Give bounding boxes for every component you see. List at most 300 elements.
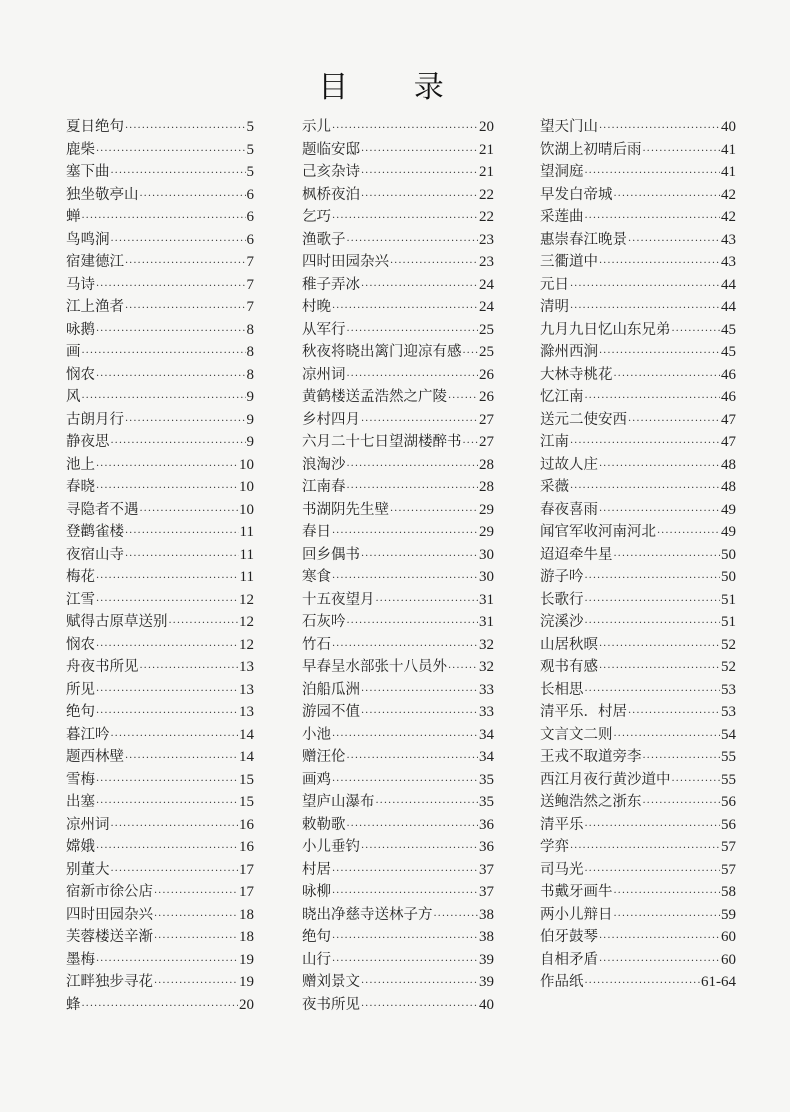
dot-leader: [154, 973, 238, 996]
entry-page-number: 29: [479, 501, 494, 518]
dot-leader: [96, 838, 238, 861]
toc-entry: [66, 386, 254, 409]
toc-entry: [66, 679, 254, 702]
entry-page-number: 8: [246, 366, 254, 383]
entry-page-number: 18: [239, 906, 254, 923]
entry-title: 蜂: [66, 996, 81, 1013]
toc-entry: [540, 926, 736, 949]
toc-entry: [66, 229, 254, 252]
toc-entry: [540, 814, 736, 837]
entry-page-number: 40: [721, 119, 736, 135]
toc-entry: [540, 881, 736, 904]
dot-leader: [347, 748, 479, 771]
toc-entry: [540, 679, 736, 702]
entry-page-number: 55: [721, 771, 736, 788]
entry-page-number: 18: [239, 929, 254, 945]
entry-title: 江南春: [302, 479, 346, 495]
toc-entry: [540, 611, 736, 634]
entry-page-number: 39: [479, 974, 494, 990]
dot-leader: [96, 951, 238, 974]
entry-title: 夏日绝句: [66, 119, 124, 135]
entry-title: 早发白帝城: [540, 186, 613, 203]
entry-title: 宿新市徐公店: [66, 884, 153, 900]
entry-page-number: 54: [721, 726, 736, 743]
entry-title: 己亥杂诗: [302, 164, 360, 180]
entry-page-number: 9: [246, 389, 254, 405]
dot-leader: [628, 411, 720, 434]
dot-leader: [347, 456, 479, 479]
entry-title: 学弈: [540, 839, 569, 855]
entry-title: 梅花: [66, 569, 95, 585]
entry-title: 题临安邸: [302, 141, 360, 158]
dot-leader: [111, 163, 246, 186]
dot-leader: [599, 253, 720, 276]
dot-leader: [599, 951, 720, 974]
entry-title: 咏鹅: [66, 321, 95, 338]
entry-page-number: 49: [721, 524, 736, 540]
entry-title: 两小儿辩日: [540, 906, 613, 923]
toc-entry: [540, 701, 736, 724]
entry-title: 浪淘沙: [302, 456, 346, 473]
entry-title: 鹿柴: [66, 141, 95, 158]
toc-entry: [540, 949, 736, 972]
entry-title: 作品纸: [540, 974, 584, 990]
toc-entry: [540, 476, 736, 499]
dot-leader: [585, 816, 721, 839]
toc-entry: [66, 206, 254, 229]
dot-leader: [614, 726, 721, 749]
toc-entry: [302, 859, 494, 882]
entry-title: 望洞庭: [540, 164, 584, 180]
toc-entry: [302, 274, 494, 297]
toc-entry: [540, 544, 736, 567]
entry-page-number: 50: [721, 569, 736, 585]
toc-entry: [66, 791, 254, 814]
entry-title: 宿建德江: [66, 254, 124, 270]
entry-title: 嫦娥: [66, 839, 95, 855]
dot-leader: [376, 793, 479, 816]
entry-page-number: 7: [246, 254, 254, 270]
dot-leader: [570, 838, 720, 861]
toc-entry: [66, 499, 254, 522]
entry-title: 夜书所见: [302, 996, 360, 1013]
entry-page-number: 57: [721, 839, 736, 855]
entry-page-number: 12: [239, 614, 254, 630]
entry-page-number: 43: [721, 254, 736, 270]
toc-entry: [66, 139, 254, 162]
toc-entry: [66, 859, 254, 882]
dot-leader: [125, 546, 239, 569]
entry-title: 渔歌子: [302, 231, 346, 248]
toc-entry: [66, 701, 254, 724]
entry-title: 绝句: [302, 929, 331, 945]
entry-page-number: 55: [721, 749, 736, 765]
toc-column-2: [302, 116, 494, 1016]
dot-leader: [96, 771, 238, 794]
entry-title: 寻隐者不遇: [66, 501, 139, 518]
entry-title: 所见: [66, 681, 95, 698]
toc-entry: [302, 634, 494, 657]
toc-entry: [66, 994, 254, 1017]
dot-leader: [332, 298, 478, 321]
entry-page-number: 28: [479, 479, 494, 495]
dot-leader: [332, 951, 478, 974]
entry-title: 题西林壁: [66, 749, 124, 765]
entry-title: 墨梅: [66, 951, 95, 968]
entry-page-number: 59: [721, 906, 736, 923]
entry-title: 风: [66, 389, 81, 405]
toc-entry: [302, 881, 494, 904]
toc-entry: [540, 589, 736, 612]
entry-title: 小池: [302, 726, 331, 743]
entry-title: 文言文二则: [540, 726, 613, 743]
entry-title: 六月二十七日望湖楼醉书: [302, 434, 462, 450]
toc-entry: [540, 859, 736, 882]
entry-page-number: 12: [239, 636, 254, 653]
entry-page-number: 46: [721, 389, 736, 405]
entry-page-number: 23: [479, 254, 494, 270]
entry-page-number: 37: [479, 861, 494, 878]
dot-leader: [463, 433, 479, 456]
dot-leader: [643, 748, 721, 771]
entry-page-number: 60: [721, 929, 736, 945]
toc-entry: [302, 499, 494, 522]
entry-page-number: 17: [239, 861, 254, 878]
entry-title: 过故人庄: [540, 456, 598, 473]
entry-page-number: 52: [721, 636, 736, 653]
entry-page-number: 51: [721, 591, 736, 608]
toc-entry: [302, 836, 494, 859]
toc-entry: [302, 679, 494, 702]
toc-entry: [302, 724, 494, 747]
entry-title: 三衢道中: [540, 254, 598, 270]
entry-page-number: 8: [246, 344, 254, 360]
toc-entry: [302, 656, 494, 679]
entry-page-number: 31: [479, 591, 494, 608]
entry-page-number: 56: [721, 794, 736, 810]
toc-entry: [302, 746, 494, 769]
toc-entry: [302, 994, 494, 1017]
dot-leader: [361, 163, 478, 186]
toc-entry: [66, 949, 254, 972]
entry-title: 夜宿山寺: [66, 546, 124, 563]
dot-leader: [570, 276, 720, 299]
toc-entry: [302, 409, 494, 432]
toc-entry: [540, 341, 736, 364]
entry-page-number: 33: [479, 704, 494, 720]
entry-page-number: 19: [239, 951, 254, 968]
dot-leader: [140, 658, 239, 681]
entry-page-number: 22: [479, 209, 494, 225]
toc-entry: [66, 251, 254, 274]
entry-page-number: 52: [721, 659, 736, 675]
toc-entry: [66, 634, 254, 657]
toc-entry: [66, 544, 254, 567]
dot-leader: [111, 861, 239, 884]
dot-leader: [672, 771, 721, 794]
dot-leader: [570, 433, 720, 456]
dot-leader: [96, 366, 246, 389]
dot-leader: [332, 883, 478, 906]
entry-title: 敕勒歌: [302, 816, 346, 833]
entry-title: 惠崇春江晚景: [540, 231, 627, 248]
toc-entry: [66, 476, 254, 499]
dot-leader: [599, 343, 720, 366]
entry-title: 出塞: [66, 794, 95, 810]
entry-title: 芙蓉楼送辛渐: [66, 929, 153, 945]
toc-entry: [302, 589, 494, 612]
entry-page-number: 13: [239, 659, 254, 675]
entry-title: 司马光: [540, 861, 584, 878]
toc-entry: [302, 139, 494, 162]
entry-title: 悯农: [66, 636, 95, 653]
entry-title: 登鹳雀楼: [66, 524, 124, 540]
dot-leader: [154, 928, 238, 951]
dot-leader: [643, 141, 721, 164]
entry-page-number: 39: [479, 951, 494, 968]
entry-title: 早春呈水部张十八员外: [302, 659, 447, 675]
dot-leader: [672, 321, 721, 344]
toc-entry: [302, 566, 494, 589]
entry-page-number: 15: [239, 771, 254, 788]
entry-title: 书戴牙画牛: [540, 884, 613, 900]
toc-entry: [302, 296, 494, 319]
dot-leader: [332, 928, 478, 951]
toc-entry: [66, 409, 254, 432]
entry-title: 四时田园杂兴: [66, 906, 153, 923]
dot-leader: [96, 793, 238, 816]
entry-page-number: 20: [239, 996, 254, 1013]
entry-page-number: 32: [479, 659, 494, 675]
toc-entry: [66, 161, 254, 184]
entry-title: 望庐山瀑布: [302, 794, 375, 810]
entry-title: 古朗月行: [66, 411, 124, 428]
entry-title: 赠刘景文: [302, 974, 360, 990]
entry-page-number: 13: [239, 681, 254, 698]
toc-entry: [540, 724, 736, 747]
entry-title: 寒食: [302, 569, 331, 585]
toc-entry: [302, 971, 494, 994]
entry-page-number: 10: [239, 501, 254, 518]
entry-page-number: 5: [246, 141, 254, 158]
entry-title: 望天门山: [540, 119, 598, 135]
toc-entry: [540, 499, 736, 522]
dot-leader: [585, 973, 701, 996]
entry-page-number: 35: [479, 794, 494, 810]
toc-entry: [302, 341, 494, 364]
toc-entry: [540, 904, 736, 927]
entry-page-number: 58: [721, 884, 736, 900]
entry-title: 王戎不取道旁李: [540, 749, 642, 765]
entry-title: 悯农: [66, 366, 95, 383]
toc-entry: [66, 881, 254, 904]
entry-title: 四时田园杂兴: [302, 254, 389, 270]
entry-title: 大林寺桃花: [540, 366, 613, 383]
entry-title: 画鸡: [302, 771, 331, 788]
entry-page-number: 8: [246, 321, 254, 338]
entry-title: 清明: [540, 299, 569, 315]
toc-entry: [302, 184, 494, 207]
entry-page-number: 41: [721, 164, 736, 180]
dot-leader: [82, 208, 246, 231]
dot-leader: [614, 366, 721, 389]
entry-title: 春日: [302, 524, 331, 540]
dot-leader: [82, 996, 239, 1019]
entry-title: 绝句: [66, 704, 95, 720]
entry-title: 滁州西涧: [540, 344, 598, 360]
toc-entry: [540, 386, 736, 409]
entry-page-number: 14: [239, 749, 254, 765]
dot-leader: [614, 186, 721, 209]
entry-title: 稚子弄冰: [302, 276, 360, 293]
dot-leader: [570, 478, 720, 501]
toc-entry: [66, 364, 254, 387]
entry-title: 元日: [540, 276, 569, 293]
entry-title: 书湖阴先生壁: [302, 501, 389, 518]
entry-title: 马诗: [66, 276, 95, 293]
entry-title: 黄鹤楼送孟浩然之广陵: [302, 389, 447, 405]
dot-leader: [585, 861, 721, 884]
dot-leader: [585, 681, 721, 704]
entry-page-number: 34: [479, 726, 494, 743]
entry-title: 江雪: [66, 591, 95, 608]
dot-leader: [125, 298, 246, 321]
toc-entry: [66, 926, 254, 949]
dot-leader: [332, 861, 478, 884]
dot-leader: [140, 501, 239, 524]
entry-title: 清平乐．村居: [540, 704, 627, 720]
entry-page-number: 60: [721, 951, 736, 968]
entry-page-number: 50: [721, 546, 736, 563]
entry-title: 小儿垂钓: [302, 839, 360, 855]
dot-leader: [332, 726, 478, 749]
entry-title: 采莲曲: [540, 209, 584, 225]
toc-entry: [540, 521, 736, 544]
dot-leader: [96, 321, 246, 344]
entry-title: 晓出净慈寺送林子方: [302, 906, 433, 923]
dot-leader: [332, 636, 478, 659]
entry-title: 独坐敬亭山: [66, 186, 139, 203]
dot-leader: [96, 276, 246, 299]
entry-page-number: 31: [479, 614, 494, 630]
dot-leader: [154, 883, 238, 906]
entry-title: 乞巧: [302, 209, 331, 225]
toc-entry: [540, 229, 736, 252]
entry-page-number: 40: [479, 996, 494, 1013]
toc-entry: [66, 904, 254, 927]
toc-entry: [302, 476, 494, 499]
toc-entry: [302, 454, 494, 477]
dot-leader: [614, 906, 721, 929]
toc-column-1: [66, 116, 254, 1016]
dot-leader: [614, 883, 721, 906]
toc-entry: [540, 251, 736, 274]
entry-page-number: 10: [239, 479, 254, 495]
entry-page-number: 16: [239, 839, 254, 855]
entry-title: 画: [66, 344, 81, 360]
entry-title: 赠汪伦: [302, 749, 346, 765]
entry-page-number: 35: [479, 771, 494, 788]
entry-page-number: 44: [721, 299, 736, 315]
toc-entry: [302, 611, 494, 634]
dot-leader: [96, 591, 238, 614]
toc-entry: [66, 184, 254, 207]
entry-page-number: 17: [239, 884, 254, 900]
entry-page-number: 36: [479, 816, 494, 833]
entry-title: 泊船瓜洲: [302, 681, 360, 698]
toc-entry: [540, 184, 736, 207]
toc-entry: [540, 116, 736, 139]
entry-title: 春晓: [66, 479, 95, 495]
entry-title: 赋得古原草送别: [66, 614, 168, 630]
dot-leader: [361, 276, 478, 299]
dot-leader: [82, 388, 246, 411]
entry-page-number: 24: [479, 299, 494, 315]
entry-title: 游园不值: [302, 704, 360, 720]
dot-leader: [332, 568, 478, 591]
entry-title: 山居秋暝: [540, 636, 598, 653]
entry-page-number: 48: [721, 456, 736, 473]
entry-page-number: 26: [479, 389, 494, 405]
dot-leader: [628, 703, 720, 726]
entry-page-number: 12: [239, 591, 254, 608]
dot-leader: [643, 793, 721, 816]
entry-page-number: 32: [479, 636, 494, 653]
entry-title: 塞下曲: [66, 164, 110, 180]
entry-page-number: 11: [239, 546, 254, 563]
dot-leader: [585, 208, 721, 231]
entry-title: 江畔独步寻花: [66, 974, 153, 990]
entry-page-number: 61-64: [701, 974, 736, 990]
entry-page-number: 27: [479, 434, 494, 450]
entry-page-number: 44: [721, 276, 736, 293]
dot-leader: [585, 613, 721, 636]
entry-title: 九月九日忆山东兄弟: [540, 321, 671, 338]
entry-title: 饮湖上初晴后雨: [540, 141, 642, 158]
toc-entry: [540, 206, 736, 229]
entry-page-number: 6: [246, 186, 254, 203]
toc-entry: [302, 251, 494, 274]
dot-leader: [169, 613, 239, 636]
entry-page-number: 16: [239, 816, 254, 833]
dot-leader: [361, 703, 478, 726]
entry-title: 浣溪沙: [540, 614, 584, 630]
dot-leader: [154, 906, 238, 929]
entry-title: 竹石: [302, 636, 331, 653]
entry-page-number: 20: [479, 119, 494, 135]
toc-entry: [66, 116, 254, 139]
dot-leader: [111, 726, 239, 749]
toc-entry: [302, 791, 494, 814]
entry-page-number: 13: [239, 704, 254, 720]
entry-page-number: 45: [721, 321, 736, 338]
entry-page-number: 7: [246, 299, 254, 315]
toc-entry: [540, 409, 736, 432]
dot-leader: [599, 118, 720, 141]
dot-leader: [599, 501, 720, 524]
toc-entry: [302, 814, 494, 837]
dot-leader: [599, 658, 720, 681]
entry-title: 春夜喜雨: [540, 501, 598, 518]
entry-title: 示儿: [302, 119, 331, 135]
dot-leader: [125, 523, 239, 546]
entry-page-number: 26: [479, 366, 494, 383]
entry-page-number: 21: [479, 141, 494, 158]
dot-leader: [376, 591, 479, 614]
entry-title: 雪梅: [66, 771, 95, 788]
toc-entry: [302, 386, 494, 409]
entry-title: 十五夜望月: [302, 591, 375, 608]
